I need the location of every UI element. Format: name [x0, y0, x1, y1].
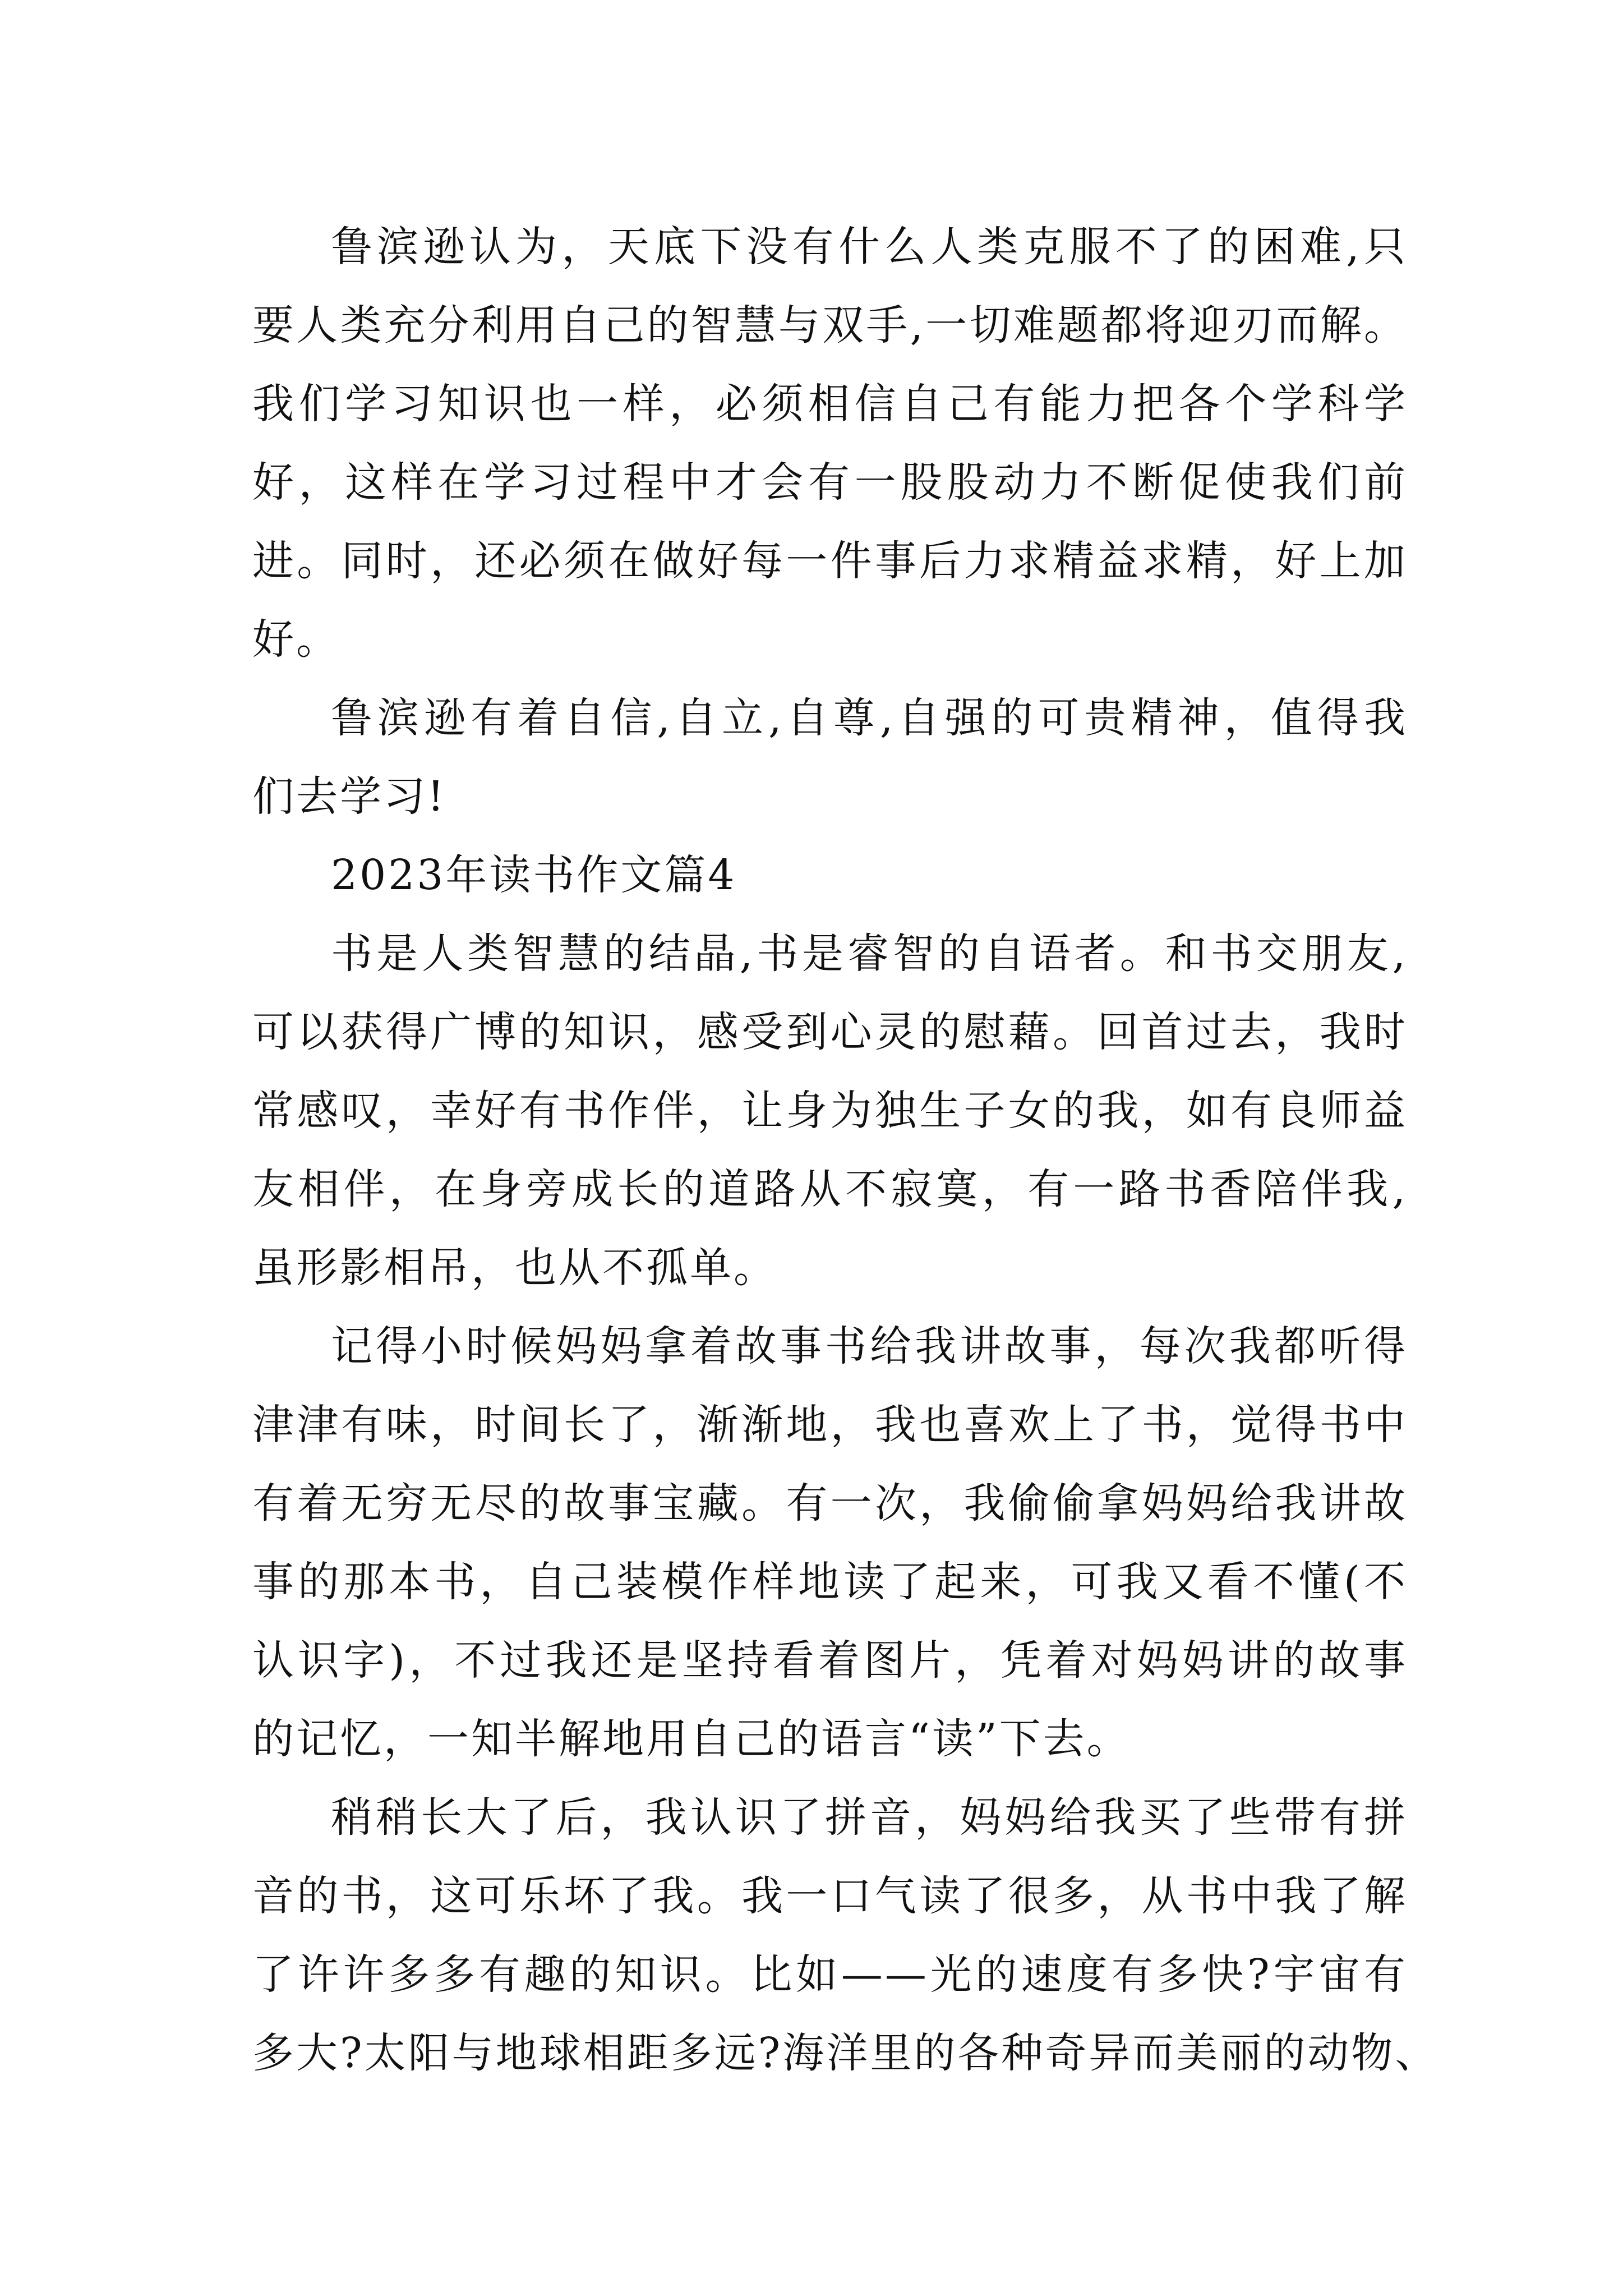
paragraph-line: 进。同时，还必须在做好每一件事后力求精益求精，好上加 — [252, 537, 1408, 585]
paragraph-line: 要人类充分利用自己的智慧与双手,一切难题都将迎刃而解。 — [252, 301, 1408, 349]
paragraph-line: 津津有味，时间长了，渐渐地，我也喜欢上了书，觉得书中 — [252, 1401, 1408, 1449]
paragraph-line: 鲁滨逊有着自信,自立,自尊,自强的可贵精神，值得我 — [331, 694, 1408, 742]
paragraph-line: 有着无穷无尽的故事宝藏。有一次，我偷偷拿妈妈给我讲故 — [252, 1479, 1408, 1527]
paragraph-line: 鲁滨逊认为，天底下没有什么人类克服不了的困难,只 — [331, 223, 1408, 271]
paragraph-line: 音的书，这可乐坏了我。我一口气读了很多，从书中我了解 — [252, 1872, 1408, 1920]
paragraph-line: 好，这样在学习过程中才会有一股股动力不断促使我们前 — [252, 458, 1408, 507]
paragraph-line: 常感叹，幸好有书作伴，让身为独生子女的我，如有良师益 — [252, 1087, 1408, 1135]
paragraph-line: 可以获得广博的知识，感受到心灵的慰藉。回首过去，我时 — [252, 1008, 1408, 1056]
paragraph-line: 书是人类智慧的结晶,书是睿智的自语者。和书交朋友, — [331, 930, 1408, 978]
section-heading: 2023年读书作文篇4 — [331, 851, 737, 899]
paragraph-line: 的记忆，一知半解地用自己的语言“读”下去。 — [252, 1715, 1131, 1763]
paragraph-line: 记得小时候妈妈拿着故事书给我讲故事，每次我都听得 — [331, 1322, 1408, 1370]
paragraph-line: 们去学习! — [252, 772, 446, 821]
paragraph-line: 认识字)，不过我还是坚持看着图片，凭着对妈妈讲的故事 — [252, 1636, 1408, 1685]
paragraph-line: 多大?太阳与地球相距多远?海洋里的各种奇异而美丽的动物、 — [252, 2029, 1439, 2077]
paragraph-line: 好。 — [252, 615, 340, 664]
paragraph-line: 友相伴，在身旁成长的道路从不寂寞，有一路书香陪伴我, — [252, 1165, 1408, 1213]
paragraph-line: 虽形影相吊，也从不孤单。 — [252, 1244, 777, 1292]
paragraph-line: 了许许多多有趣的知识。比如——光的速度有多快?宇宙有 — [252, 1950, 1408, 1999]
paragraph-line: 事的那本书，自己装模作样地读了起来，可我又看不懂(不 — [252, 1558, 1408, 1606]
paragraph-line: 稍稍长大了后，我认识了拼音，妈妈给我买了些带有拼 — [331, 1793, 1408, 1842]
paragraph-line: 我们学习知识也一样，必须相信自己有能力把各个学科学 — [252, 380, 1408, 428]
